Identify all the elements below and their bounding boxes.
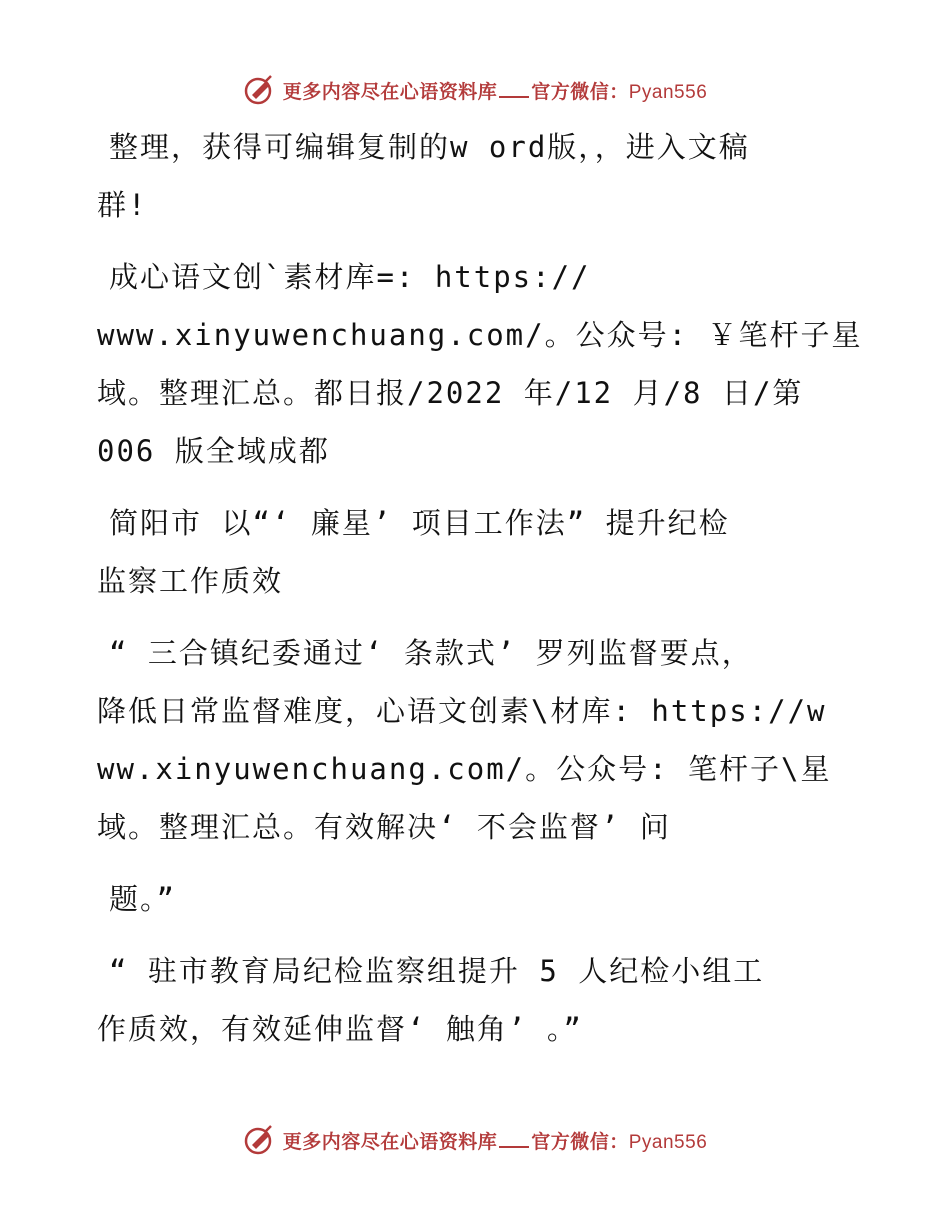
watermark-text — [283, 77, 708, 104]
paragraph-3 — [97, 494, 857, 610]
pen-logo-icon — [243, 1123, 277, 1157]
watermark-dash — [499, 96, 529, 98]
watermark-banner-bottom — [0, 1120, 950, 1160]
watermark-dash — [499, 1146, 529, 1148]
text-line: 域。整理汇总。有效解决‘ 不会监督’ 问 — [97, 810, 671, 844]
pen-logo-icon — [243, 73, 277, 107]
document-body — [97, 118, 863, 1072]
text-line: 简阳市 以“‘ 廉星’ 项目工作法” 提升纪检 — [109, 506, 730, 540]
text-line: 域。整理汇总。都日报/2022 年/12 月/8 日/第 — [97, 376, 804, 410]
watermark-suffix: 官方微信： — [531, 1130, 629, 1153]
text-line: 作质效，有效延伸监督‘ 触角’ 。” — [97, 1012, 583, 1046]
watermark-handle: Pyan556 — [628, 81, 708, 103]
paragraph-4 — [97, 624, 857, 856]
paragraph-6 — [97, 942, 857, 1058]
text-line: 监察工作质效 — [97, 564, 284, 598]
text-line: “ 驻市教育局纪检监察组提升 5 人纪检小组工 — [109, 954, 765, 988]
watermark-brand: 更多内容尽在心语资料库 — [282, 80, 498, 103]
watermark-suffix: 官方微信： — [531, 80, 629, 103]
watermark-brand: 更多内容尽在心语资料库 — [282, 1130, 498, 1153]
text-line: 题。” — [109, 882, 176, 916]
text-line: 群! — [97, 188, 148, 222]
watermark-banner-top — [0, 70, 950, 110]
watermark-text — [283, 1127, 708, 1154]
text-line: 整理，获得可编辑复制的w ord版，，进入文稿 — [109, 130, 750, 164]
text-line: 006 版全域成都 — [97, 434, 330, 468]
text-line: 降低日常监督难度，心语文创素\材库: https://w — [97, 694, 827, 728]
text-line: 成心语文创`素材库=: https:// — [109, 260, 591, 294]
paragraph-1 — [97, 118, 857, 234]
text-line: ww.xinyuwenchuang.com/。公众号: 笔杆子\星 — [97, 752, 832, 786]
paragraph-5 — [97, 870, 857, 928]
paragraph-2 — [97, 248, 863, 480]
watermark-handle: Pyan556 — [628, 1131, 708, 1153]
text-line: “ 三合镇纪委通过‘ 条款式’ 罗列监督要点， — [109, 636, 753, 670]
text-line: www.xinyuwenchuang.com/。公众号: ￥笔杆子星 — [97, 318, 863, 352]
